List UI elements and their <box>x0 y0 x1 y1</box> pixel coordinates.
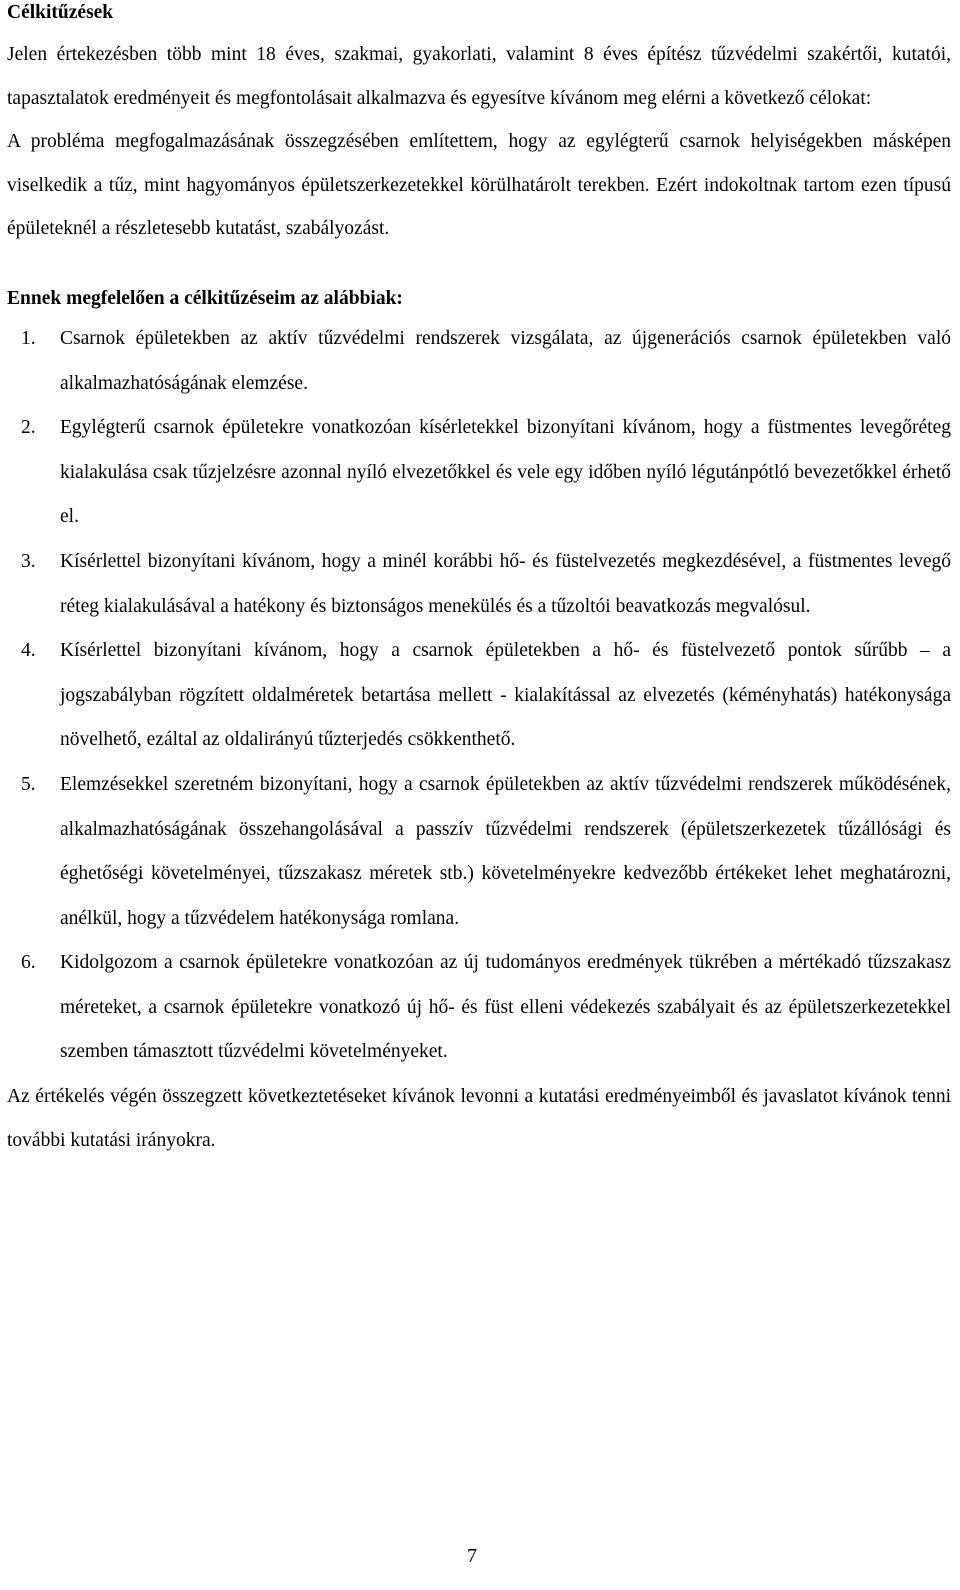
list-item-number: 5. <box>21 773 36 795</box>
list-item-text: Egylégterű csarnok épületekre vonatkozóan kísérletekkel bizonyítani kívánom, hogy a füstmentes levegőréteg kialakulása csak tűzjelzésre azonnal nyíló elvezetőkkel és vele egy időben nyíló légutánpótló bevezetőkkel érhető el. <box>60 417 951 528</box>
closing-paragraph: Az értékelés végén összegzett következtetéseket kívánok levonni a kutatási eredményeimből és javaslatot kívánok tenni további kutatási irányokra. <box>7 1086 951 1151</box>
section-title: Célkitűzések <box>7 2 114 23</box>
list-item-number: 4. <box>21 640 36 662</box>
list-item <box>7 941 951 1075</box>
list-item-text: Csarnok épületekben az aktív tűzvédelmi rendszerek vizsgálata, az újgenerációs csarnok épületekben való alkalmazhatóságának elemzése. <box>60 327 951 394</box>
intro-paragraph-2: A probléma megfogalmazásának összegzésében említettem, hogy az egylégterű csarnok helyiségekben másképen viselkedik a tűz, mint hagyományos épületszerkezetekkel körülhatárolt terekben. Ezért indokoltnak tartom ezen típusú épületeknél a részletesebb kutatást, szabályozást. <box>7 131 951 240</box>
list-item-text: Kidolgozom a csarnok épületekre vonatkozóan az új tudományos eredmények tükrében a mértékadó tűzszakasz méreteket, a csarnok épületekre vonatkozó új hő- és füst elleni védekezés szabályait és az épületszerkezetekkel szemben támasztott tűzvédelmi követelményeket. <box>60 952 951 1063</box>
list-item-text: Kísérlettel bizonyítani kívánom, hogy a csarnok épületekben a hő- és füstelvezető pontok sűrűbb – a jogszabályban rögzített oldalméretek betartása mellett - kialakítással az elvezetés (kéményhatás) hatékonysága növelhető, ezáltal az oldalirányú tűzterjedés csökkenthető. <box>60 640 951 751</box>
list-item-text: Elemzésekkel szeretném bizonyítani, hogy a csarnok épületekben az aktív tűzvédelmi rendszerek működésének, alkalmazhatóságának összehangolásával a passzív tűzvédelmi rendszerek (épületszerkezetek tűzállósági és éghetőségi követelményei, tűzszakasz méretek stb.) követelményekre kedvezőbb értékeket lehet meghatározni, anélkül, hogy a tűzvédelem hatékonysága romlana. <box>60 773 951 929</box>
list-item-number: 6. <box>21 952 36 974</box>
goals-heading: Ennek megfelelően a célkitűzéseim az alábbiak: <box>7 287 403 309</box>
list-item <box>7 540 951 629</box>
list-item <box>7 629 951 763</box>
document-page <box>7 0 951 1162</box>
page-number: 7 <box>467 1545 477 1567</box>
list-item <box>7 763 951 941</box>
list-item-number: 1. <box>21 327 36 349</box>
intro-paragraph-1: Jelen értekezésben több mint 18 éves, szakmai, gyakorlati, valamint 8 éves építész tűzvédelmi szakértői, kutatói, tapasztalatok eredményeit és megfontolásait alkalmazva és egyesítve kívánom meg elérni a következő célokat: <box>7 44 951 109</box>
goals-list <box>7 317 951 1075</box>
list-item <box>7 406 951 540</box>
list-item-number: 3. <box>21 550 36 572</box>
list-item-number: 2. <box>21 417 36 439</box>
list-item <box>7 317 951 406</box>
list-item-text: Kísérlettel bizonyítani kívánom, hogy a minél korábbi hő- és füstelvezetés megkezdésével, a füstmentes levegő réteg kialakulásával a hatékony és biztonságos menekülés és a tűzoltói beavatkozás megvalósul. <box>60 550 951 617</box>
